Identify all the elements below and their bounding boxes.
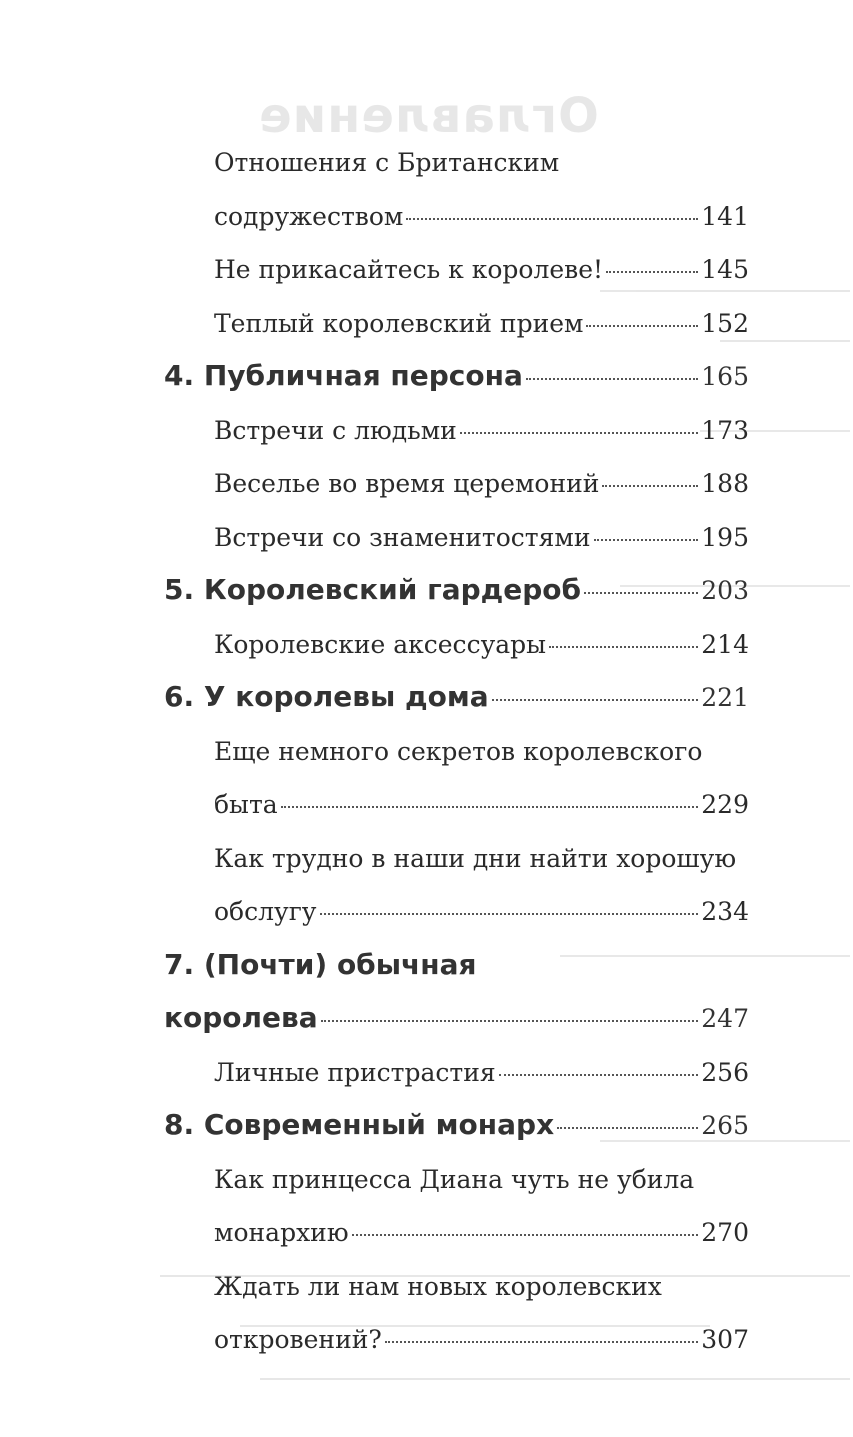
toc-section-entry [214,1058,749,1098]
section-title: Не прикасайтесь к королеве! [214,255,604,284]
dot-leader [526,378,698,380]
page-number: 165 [701,362,749,391]
dot-leader [385,1341,698,1343]
toc-section-entry [214,1325,749,1365]
toc-chapter-entry [164,1108,749,1148]
page-number: 188 [701,469,749,498]
page-number: 141 [701,201,749,231]
dot-leader [492,699,699,701]
section-title: Веселье во время церемоний [214,469,600,498]
toc-section-entry [214,469,749,509]
toc-section-entry [214,255,749,295]
section-title: Теплый королевский прием [214,308,584,338]
toc-section-entry [214,630,749,670]
chapter-title: 4. Публичная персона [164,359,523,392]
page-number: 203 [701,576,749,605]
section-title-line: Еще немного секретов королевского [214,736,703,766]
section-title: содружеством [214,201,404,231]
toc-section-entry [214,897,749,937]
page-number: 234 [701,897,749,926]
dot-leader [281,806,699,808]
dot-leader [602,485,698,487]
toc-section-entry [214,523,749,563]
chapter-title-line: 7. (Почти) обычная [164,947,477,981]
page-number: 173 [701,415,749,445]
toc-section-entry [214,202,749,242]
page-number: 256 [701,1057,749,1087]
toc-section-entry [214,309,749,349]
dot-leader [584,592,698,594]
dot-leader [406,218,698,220]
section-title-line: Как трудно в наши дни найти хорошую [214,843,737,873]
dot-leader [594,539,699,541]
chapter-title: 6. У королевы дома [164,680,489,713]
dot-leader [321,1020,699,1022]
toc-chapter-entry [164,680,749,720]
dot-leader [460,432,698,434]
page-number: 247 [701,1004,749,1033]
section-title: Встречи со знаменитостями [214,522,591,552]
section-title-line: Как принцесса Диана чуть не убила [214,1164,695,1194]
section-title: Встречи с людьми [214,415,457,445]
toc-section-entry [214,1218,749,1258]
dot-leader [320,913,699,915]
chapter-title: 8. Современный монарх [164,1108,555,1141]
section-title: Королевские аксессуары [214,629,547,659]
page-number: 221 [701,683,749,712]
section-title: откровений? [214,1325,382,1354]
section-title: монархию [214,1218,349,1247]
chapter-title: 5. Королевский гардероб [164,573,582,606]
section-title: быта [214,790,278,819]
toc-chapter-entry [164,573,749,613]
section-title: Личные пристрастия [214,1057,496,1087]
page-number: 214 [701,629,749,659]
section-title: обслугу [214,897,317,926]
page-number: 145 [701,255,749,284]
dot-leader [586,325,698,327]
toc-chapter-entry [164,359,749,399]
chapter-title: королева [164,1001,318,1034]
toc-chapter-entry [164,1001,749,1041]
dot-leader [499,1074,699,1076]
dot-leader [549,646,698,648]
page-number: 229 [701,790,749,819]
dot-leader [557,1127,698,1129]
page-number: 270 [701,1218,749,1247]
section-title-line: Ждать ли нам новых королевских [214,1271,662,1301]
toc-section-entry [214,790,749,830]
bleed-through-title: Оглавление [258,88,599,144]
page-number: 307 [701,1325,749,1354]
section-title-line: Отношения с Британским [214,148,560,177]
toc-section-entry [214,416,749,456]
dot-leader [352,1234,699,1236]
page-number: 265 [701,1111,749,1140]
page-number: 152 [701,308,749,338]
dot-leader [606,271,698,273]
page-number: 195 [701,522,749,552]
